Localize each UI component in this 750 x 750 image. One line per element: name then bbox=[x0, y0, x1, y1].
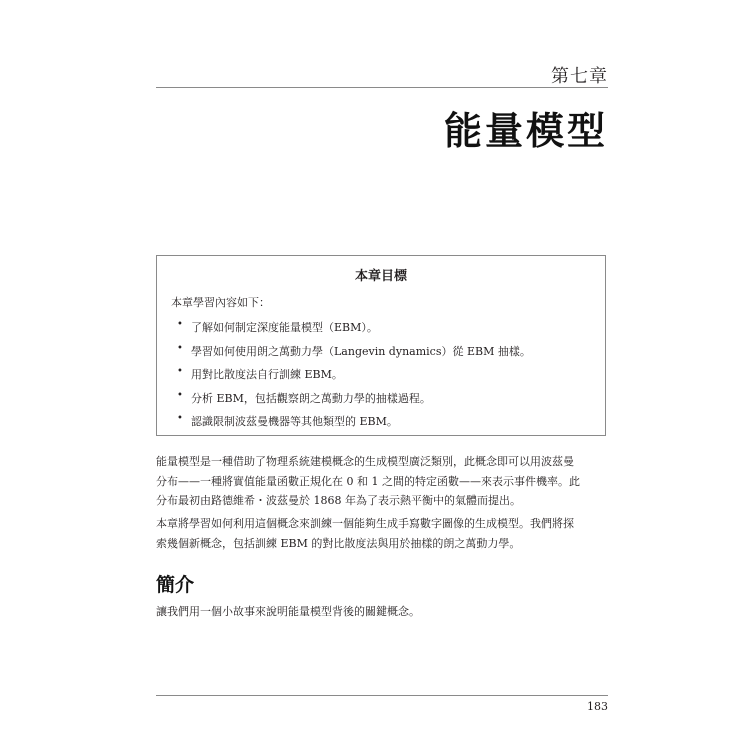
section-paragraph bbox=[156, 602, 608, 622]
objective-item bbox=[177, 366, 531, 390]
page-number: 183 bbox=[587, 700, 608, 713]
paragraph-line: 能量模型是一種借助了物理系統建模概念的生成模型廣泛類別，此概念即可以用波茲曼 bbox=[156, 455, 574, 468]
objective-item bbox=[177, 343, 531, 367]
bullet-icon: • bbox=[177, 319, 183, 330]
paragraph-line: 索幾個新概念，包括訓練 EBM 的對比散度法與用於抽樣的朗之萬動力學。 bbox=[156, 536, 521, 550]
objectives-list bbox=[177, 319, 531, 437]
bullet-icon: • bbox=[177, 413, 183, 424]
chapter-objectives-box bbox=[156, 255, 606, 436]
objective-text: 認識限制波茲曼機器等其他類型的 EBM。 bbox=[191, 415, 398, 428]
objective-item bbox=[177, 413, 531, 437]
paragraph-line: 分布——一種將實值能量函數正規化在 0 和 1 之間的特定函數——來表示事件機率。此 bbox=[156, 474, 580, 488]
paragraph-line: 分布最初由路德維希・波茲曼於 1868 年為了表示熱平衡中的氣體而提出。 bbox=[156, 494, 521, 507]
bullet-icon: • bbox=[177, 366, 183, 377]
paragraph-line: 本章將學習如何利用這個概念來訓練一個能夠生成手寫數字圖像的生成模型。我們將探 bbox=[156, 517, 574, 530]
objective-text: 了解如何制定深度能量模型（EBM）。 bbox=[191, 321, 378, 334]
section-heading: 簡介 bbox=[156, 574, 195, 596]
bullet-icon: • bbox=[177, 389, 183, 401]
intro-paragraph bbox=[156, 452, 608, 511]
chapter-label: 第七章 bbox=[551, 66, 608, 87]
objectives-heading: 本章目標 bbox=[354, 269, 407, 284]
chapter-title: 能量模型 bbox=[443, 109, 608, 153]
objectives-intro: 本章學習內容如下： bbox=[171, 296, 270, 309]
objective-item bbox=[177, 390, 531, 414]
objective-item bbox=[177, 319, 531, 343]
chapter-overview-paragraph bbox=[156, 514, 608, 553]
footer-divider bbox=[156, 695, 608, 696]
objective-text: 學習如何使用朗之萬動力學（Langevin dynamics）從 EBM 抽樣。 bbox=[191, 344, 531, 358]
paragraph-line: 讓我們用一個小故事來說明能量模型背後的關鍵概念。 bbox=[156, 605, 420, 618]
bullet-icon: • bbox=[177, 342, 183, 354]
chapter-divider bbox=[156, 87, 608, 88]
objective-text: 分析 EBM，包括觀察朗之萬動力學的抽樣過程。 bbox=[191, 391, 431, 405]
objective-text: 用對比散度法自行訓練 EBM。 bbox=[191, 368, 343, 381]
